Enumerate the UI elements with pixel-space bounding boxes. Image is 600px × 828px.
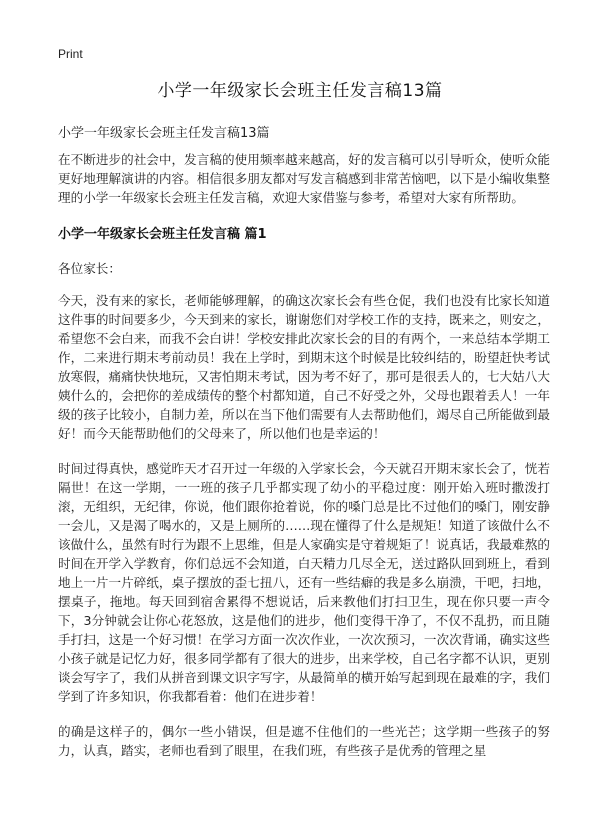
salutation: 各位家长： <box>58 261 121 276</box>
page-title: 小学一年级家长会班主任发言稿13篇 <box>157 81 443 101</box>
body-paragraph-1: 今天，没有来的家长，老师能够理解，的确这次家长会有些仓促，我们也没有比家长知道这件事的时间要多少，今天到来的家长，谢谢您们对学校工作的支持，既来之，则安之，希望您不会白来，而我不会白讲！学校安排此次家长会的目的有两个，一来总结本学期工作，二来进行期末考前动员！我在上学时，到期末这个时候是比较纠结的，盼望赶快考试放寒假，痛痛快快地玩，又害怕期末考试，因为考不好了，那可是很丢人的，七大姑八大姨什么的，会把你的差成绩传的整个村都知道，自己不好受之外，父母也跟着丢人！一年级的孩子比较小，自制力差，所以在当下他们需要有人去帮助他们，竭尽自己所能做到最好！而今天能帮助他们的父母来了，所以他们也是幸运的！ <box>58 293 550 441</box>
document-subtitle: 小学一年级家长会班主任发言稿13篇 <box>58 126 270 141</box>
print-label[interactable]: Print <box>58 47 83 61</box>
body-paragraph-2: 时间过得真快，感觉昨天才召开过一年级的入学家长会，今天就召开期末家长会了，恍若隔世！在这一学期，一一班的孩子几乎都实现了幼小的平稳过度：刚开始入班时撒泼打滚，无组织，无纪律，你说，他们跟你抢着说，你的嗓门总是比不过他们的嗓门，刚安静一会儿，又是渴了喝水的，又是上厕所的……现在懂得了什么是规矩！知道了该做什么不该做什么，虽然有时行为跟不上思维，但是人家确实是守着规矩了！说真话，我最难熬的时间在开学入学教育，你们总远不会知道，白天精力几尽全无，送过路队回到班上，看到地上一片一片碎纸，桌子摆放的歪七扭八，还有一些结癖的我是多么崩溃，干吧，扫地，摆桌子，拖地。每天回到宿舍累得不想说话，后来教他们打扫卫生，现在你只要一声令下，3分钟就会让你心花怒放，这是他们的进步，他们变得干净了，不仅不乱扔，而且随手打扫，这是一个好习惯！在学习方面一次次作业，一次次预习，一次次背诵，确实这些小孩子就是记忆力好，很多同学都有了很大的进步，出来学校，自己名字都不认识，更别谈会写字了，我们从拼音到课文识字写字，从最简单的横开始写起到现在最难的字，我们学到了许多知识，你我都看着：他们在进步着！ <box>58 461 550 704</box>
body-paragraph-3: 的确是这样子的，偶尔一些小错误，但是遮不住他们的一些光芒；这学期一些孩子的努力，认真，踏实，老师也看到了眼里，在我们班，有些孩子是优秀的管理之星 <box>58 724 550 758</box>
document-body <box>58 150 550 776</box>
section-heading: 小学一年级家长会班主任发言稿 篇1 <box>58 227 267 242</box>
intro-paragraph: 在不断进步的社会中，发言稿的使用频率越来越高，好的发言稿可以引导听众，使听众能更好地理解演讲的内容。相信很多朋友都对写发言稿感到非常苦恼吧，以下是小编收集整理的小学一年级家长会班主任发言稿，欢迎大家借鉴与参考，希望对大家有所帮助。 <box>58 152 550 205</box>
